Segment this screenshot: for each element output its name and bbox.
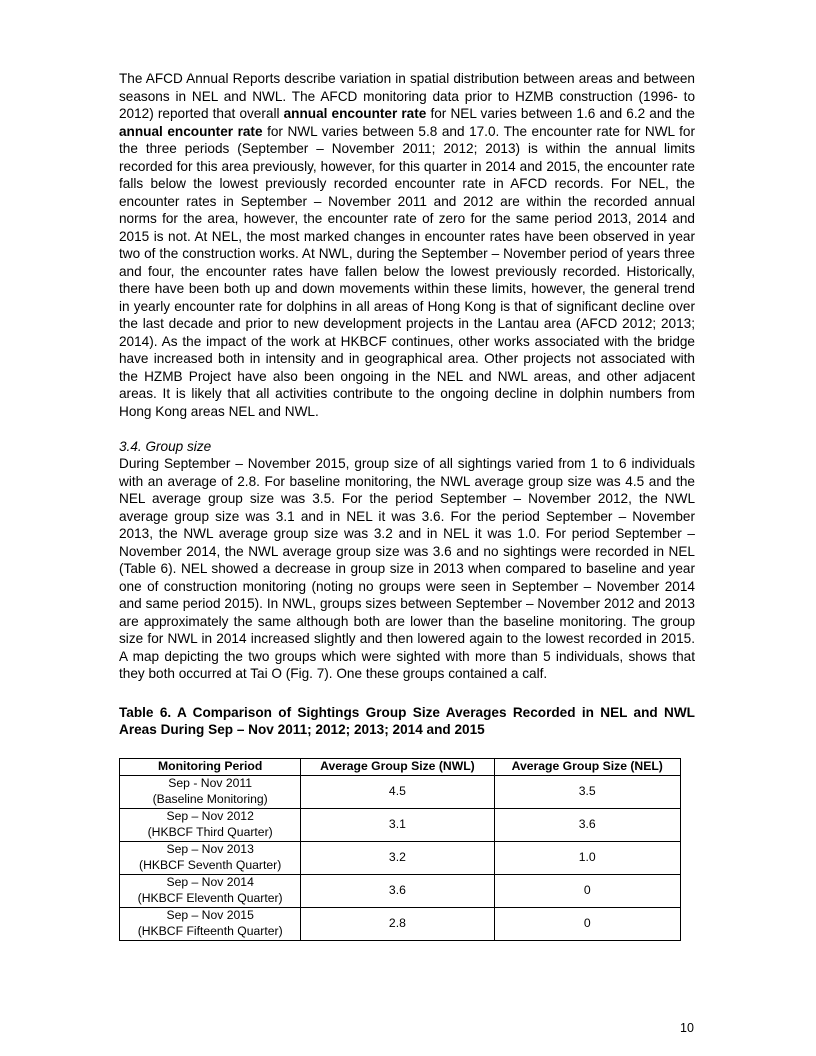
section-heading: 3.4. Group size bbox=[119, 438, 212, 454]
period-label: Sep – Nov 2015 bbox=[166, 908, 254, 922]
nel-value: 3.6 bbox=[494, 808, 681, 841]
nel-value: 1.0 bbox=[494, 841, 681, 874]
bold-term: annual encounter rate bbox=[283, 106, 427, 121]
paragraph-text: The AFCD Annual Reports describe variation in spatial distribution between areas and between seasons in NEL and NWL. The AFCD monitoring data prior to HZMB construction (1996- to 2012) reported that overall bbox=[119, 71, 695, 121]
paragraph-encounter-rates bbox=[119, 70, 695, 420]
column-header-nwl: Average Group Size (NWL) bbox=[301, 758, 494, 775]
paragraph-text: for NWL varies between 5.8 and 17.0. The encounter rate for NWL for the three periods (September – November 2011; 2012; 2013) is within the annual limits recorded for this area previously, however, for this quarter in 2014 and 2015, the encounter rate falls below the lowest previously recorded encounter rate in AFCD records. For NEL, the encounter rates in September – November 2011 and 2012 are within the recorded annual norms for the area, however, the encounter rate of zero for the same period 2013, 2014 and 2015 is not. At NEL, the most marked changes in encounter rates have been observed in year two of the construction works. At NWL, during the September – November period of years three and four, the encounter rates have fallen below the lowest previously recorded. Historically, there have been both up and down movements within these limits, however, the general trend in yearly encounter rate for dolphins in all areas of Hong Kong is that of significant decline over the last decade and prior to new development projects in the Lantau area (AFCD 2012; 2013; 2014). As the impact of the work at HKBCF continues, other works associated with the bridge have increased both in intensity and in geographical area. Other projects not associated with the HZMB Project have also been ongoing in the NEL and NWL areas, and other adjacent areas. It is likely that all activities contribute to the ongoing decline in dolphin numbers from Hong Kong areas NEL and NWL. bbox=[119, 123, 695, 419]
group-size-table bbox=[119, 758, 681, 941]
nwl-value: 3.1 bbox=[301, 808, 494, 841]
nel-value: 3.5 bbox=[494, 775, 681, 808]
nwl-value: 4.5 bbox=[301, 775, 494, 808]
table-header-row bbox=[120, 758, 681, 775]
nel-value: 0 bbox=[494, 874, 681, 907]
period-cell bbox=[120, 907, 301, 940]
paragraph-group-size: During September – November 2015, group size of all sightings varied from 1 to 6 individuals with an average of 2.8. For baseline monitoring, the NWL average group size was 4.5 and the NEL average group size was 3.5. For the period September – November 2012, the NWL average group size was 3.1 and in NEL it was 3.6. For the period September – November 2013, the NWL average group size was 3.2 and in NEL it was 1.0. For period September – November 2014, the NWL average group size was 3.6 and no sightings were recorded in NEL (Table 6). NEL showed a decrease in group size in 2013 when compared to baseline and year one of construction monitoring (noting no groups were seen in September – November 2014 and same period 2015). In NWL, groups sizes between September – November 2012 and 2013 are approximately the same although both are lower than the baseline monitoring. The group size for NWL in 2014 increased slightly and then lowered again to the lowest recorded in 2015. A map depicting the two groups which were sighted with more than 5 individuals, shows that they both occurred at Tai O (Fig. 7). One these groups contained a calf. bbox=[119, 456, 695, 681]
period-cell bbox=[120, 874, 301, 907]
document-page bbox=[119, 70, 695, 941]
period-cell bbox=[120, 775, 301, 808]
table-row bbox=[120, 775, 681, 808]
nel-value: 0 bbox=[494, 907, 681, 940]
period-sublabel: (HKBCF Eleventh Quarter) bbox=[137, 890, 283, 905]
table-row bbox=[120, 907, 681, 940]
column-header-nel: Average Group Size (NEL) bbox=[494, 758, 681, 775]
table-caption: Table 6. A Comparison of Sightings Group Size Averages Recorded in NEL and NWL Areas During Sep – Nov 2011; 2012; 2013; 2014 and 2015 bbox=[119, 704, 695, 737]
bold-term: annual encounter rate bbox=[119, 123, 263, 139]
period-cell bbox=[120, 808, 301, 841]
column-header-period: Monitoring Period bbox=[120, 758, 301, 775]
period-label: Sep – Nov 2013 bbox=[166, 842, 254, 856]
table-row bbox=[120, 808, 681, 841]
page-number: 10 bbox=[680, 1021, 694, 1035]
table-row bbox=[120, 841, 681, 874]
table-row bbox=[120, 874, 681, 907]
period-sublabel: (HKBCF Third Quarter) bbox=[147, 824, 273, 839]
period-cell bbox=[120, 841, 301, 874]
nwl-value: 3.2 bbox=[301, 841, 494, 874]
nwl-value: 2.8 bbox=[301, 907, 494, 940]
period-label: Sep - Nov 2011 bbox=[168, 776, 253, 790]
period-label: Sep – Nov 2014 bbox=[166, 875, 254, 889]
period-sublabel: (Baseline Monitoring) bbox=[152, 791, 268, 806]
paragraph-text: for NEL varies between 1.6 and 6.2 and the bbox=[426, 106, 695, 121]
period-sublabel: (HKBCF Fifteenth Quarter) bbox=[137, 923, 283, 938]
nwl-value: 3.6 bbox=[301, 874, 494, 907]
period-sublabel: (HKBCF Seventh Quarter) bbox=[139, 857, 282, 872]
period-label: Sep – Nov 2012 bbox=[166, 809, 254, 823]
